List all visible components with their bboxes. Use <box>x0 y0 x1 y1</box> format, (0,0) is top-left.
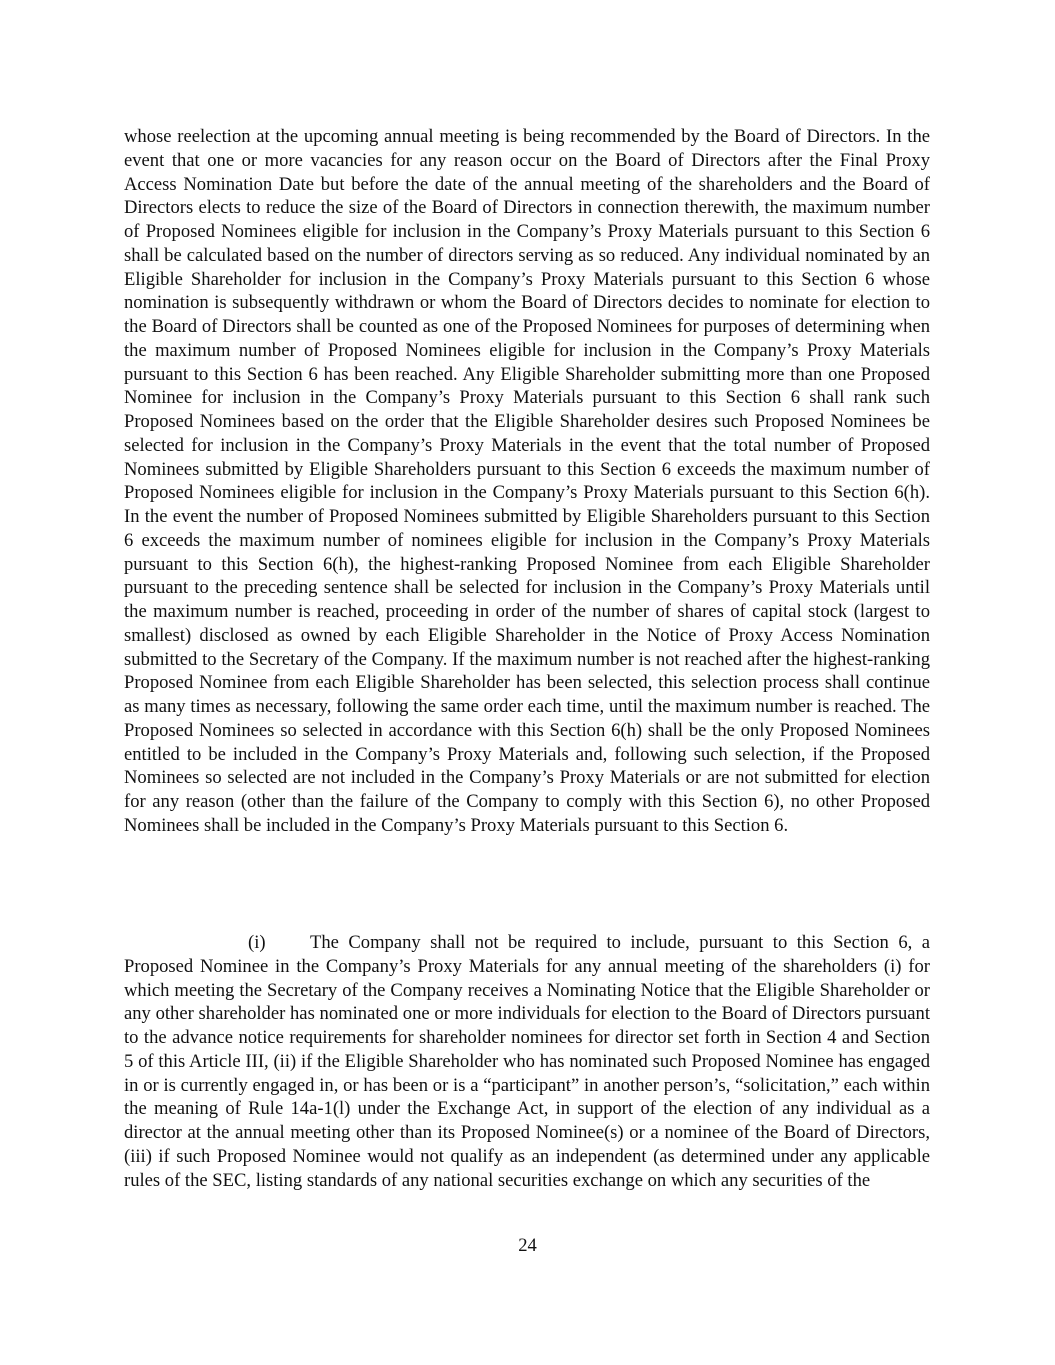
page-number: 24 <box>518 1235 537 1256</box>
paragraph-text: whose reelection at the upcoming annual meeting is being recommended by the Board of Directors. In the event that one or more vacancies for any reason occur on the Board of Directors after the Final Proxy Access Nomination Date but before the date of the annual meeting of the shareholders and the Board of Directors elects to reduce the size of the Board of Directors in connection therewith, the maximum number of Proposed Nominees eligible for inclusion in the Company’s Proxy Materials pursuant to this Section 6 shall be calculated based on the number of directors serving as so reduced. Any individual nominated by an Eligible Shareholder for inclusion in the Company’s Proxy Materials pursuant to this Section 6 whose nomination is subsequently withdrawn or whom the Board of Directors decides to nominate for election to the Board of Directors shall be counted as one of the Proposed Nominees for purposes of determining when the maximum number of Proposed Nominees eligible for inclusion in the Company’s Proxy Materials pursuant to this Section 6 has been reached. Any Eligible Shareholder submitting more than one Proposed Nominee for inclusion in the Company’s Proxy Materials pursuant to this Section 6 shall rank such Proposed Nominees based on the order that the Eligible Shareholder desires such Proposed Nominees be selected for inclusion in the Company’s Proxy Materials in the event that the total number of Proposed Nominees submitted by Eligible Shareholders pursuant to this Section 6 exceeds the maximum number of Proposed Nominees eligible for inclusion in the Company’s Proxy Materials pursuant to this Section 6(h). In the event the number of Proposed Nominees submitted by Eligible Shareholders pursuant to this Section 6 exceeds the maximum number of nominees eligible for inclusion in the Company’s Proxy Materials pursuant to this Section 6(h), the highest-ranking Proposed Nominee from each Eligible Shareholder pursuant to the preceding sentence shall be selected for inclusion in the Company’s Proxy Materials until the maximum number is reached, proceeding in order of the number of shares of capital stock (largest to smallest) disclosed as owned by each Eligible Shareholder in the Notice of Proxy Access Nomination submitted to the Secretary of the Company. If the maximum number is not reached after the highest-ranking Proposed Nominee from each Eligible Shareholder has been selected, this selection process shall continue as many times as necessary, following the same order each time, until the maximum number is reached. The Proposed Nominees so selected in accordance with this Section 6(h) shall be the only Proposed Nominees entitled to be included in the Company’s Proxy Materials and, following such selection, if the Proposed Nominees so selected are not included in the Company’s Proxy Materials or are not submitted for election for any reason (other than the failure of the Company to comply with this Section 6), no other Proposed Nominees shall be included in the Company’s Proxy Materials pursuant to this Section 6. <box>124 126 930 836</box>
paragraph-subsection-i <box>124 931 930 1192</box>
paragraph-continuation <box>124 125 930 838</box>
subsection-label: (i) <box>248 932 266 953</box>
paragraph-text: The Company shall not be required to include, pursuant to this Section 6, a Proposed Nominee in the Company’s Proxy Materials for any annual meeting of the shareholders (i) for which meeting the Secretary of the Company receives a Nominating Notice that the Eligible Shareholder or any other shareholder has nominated one or more individuals for election to the Board of Directors pursuant to the advance notice requirements for shareholder nominees for director set forth in Section 4 and Section 5 of this Article III, (ii) if the Eligible Shareholder who has nominated such Proposed Nominee has engaged in or is currently engaged in, or has been or is a “participant” in another person’s, “solicitation,” each within the meaning of Rule 14a-1(l) under the Exchange Act, in support of the election of any individual as a director at the annual meeting other than its Proposed Nominee(s) or a nominee of the Board of Directors, (iii) if such Proposed Nominee would not qualify as an independent (as determined under any applicable rules of the SEC, listing standards of any national securities exchange on which any securities of the <box>124 932 930 1191</box>
